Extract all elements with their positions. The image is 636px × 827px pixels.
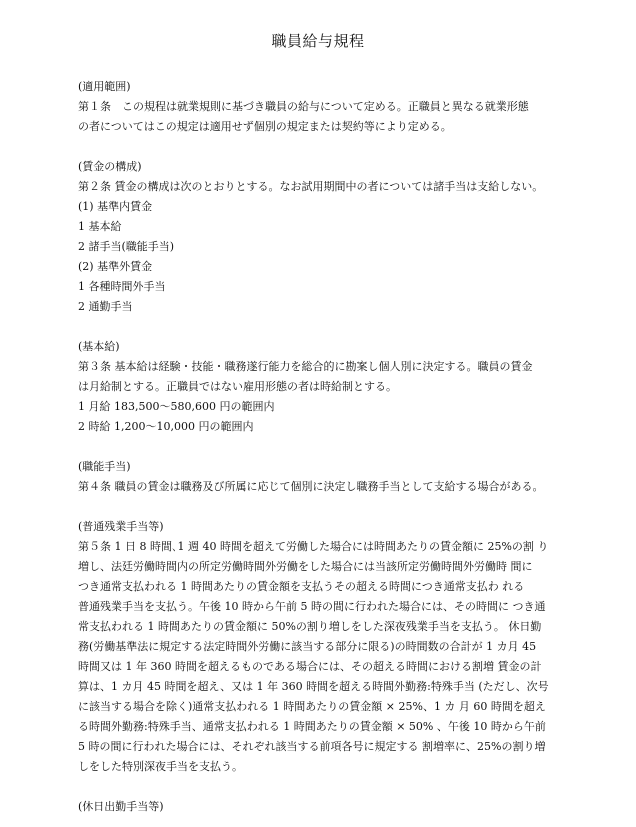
article-line: 務(労働基準法に規定する法定時間外労働に該当する部分に限る)の時間数の合計が 1 カ月 45: [78, 640, 537, 653]
article-line: は月給制とする。正職員ではない雇用形態の者は時給制とする。: [78, 380, 397, 393]
article-line: 第４条 職員の賃金は職務及び所属に応じて個別に決定し職務手当として支給する場合がある。: [78, 480, 544, 493]
section-gap: [78, 437, 578, 457]
section-gap: [78, 777, 578, 797]
article-line: しをした特別深夜手当を支払う。: [78, 760, 243, 773]
article-line: 2 通勤手当: [78, 300, 133, 313]
section-gap: [78, 137, 578, 157]
section-heading: (適用範囲): [78, 80, 131, 93]
section-heading: (賃金の構成): [78, 160, 142, 173]
article-line: に該当する場合を除く)通常支払われる 1 時間あたりの賃金額 × 25%、1 カ 月 60 時間を超え: [78, 700, 546, 713]
section-gap: [78, 317, 578, 337]
article-line: 1 月給 183,500～580,600 円の範囲内: [78, 400, 275, 413]
article-line: 第３条 基本給は経験・技能・職務遂行能力を総合的に勘案し個人別に決定する。職員の賃金: [78, 360, 533, 373]
document-title: 職員給与規程: [271, 32, 365, 50]
article-line: 算は、1 カ月 45 時間を超え、又は 1 年 360 時間を超える時間外勤務:特殊手当 (ただし、次号: [78, 680, 549, 693]
article-line: 増し、法廷労働時間内の所定労働時間外労働をした場合には当該所定労働時間外労働時 間に: [78, 560, 533, 573]
section-heading: (休日出勤手当等): [78, 800, 164, 813]
article-line: る時間外勤務:特殊手当、通常支払われる 1 時間あたりの賃金額 × 50% 、午後 10 時から午前: [78, 720, 546, 733]
article-line: 1 基本給: [78, 220, 122, 233]
article-line: (2) 基準外賃金: [78, 260, 153, 273]
article-line: 第１条 この規程は就業規則に基づき職員の給与について定める。正職員と異なる就業形態: [78, 100, 529, 113]
article-line: 1 各種時間外手当: [78, 280, 166, 293]
article-line: 普通残業手当を支払う。午後 10 時から午前 5 時の間に行われた場合には、その時間に つき通: [78, 600, 546, 613]
article-line: 2 時給 1,200～10,000 円の範囲内: [78, 420, 254, 433]
article-line: 常支払われる 1 時間あたりの賃金額に 50%の割り増しをした深夜残業手当を支払う。 休日勤: [78, 620, 542, 633]
article-line: (1) 基準内賃金: [78, 200, 153, 213]
article-line: 第５条 1 日 8 時間､1 週 40 時間を超えて労働した場合には時間あたりの賃金額に 25%の割 り: [78, 540, 549, 553]
section-heading: (基本給): [78, 340, 120, 353]
article-line: 5 時の間に行われた場合には、それぞれ該当する前項各号に規定する 割増率に、25%の割り増: [78, 740, 546, 753]
article-line: の者についてはこの規定は適用せず個別の規定または契約等により定める。: [78, 120, 452, 133]
article-line: 2 諸手当(職能手当): [78, 240, 175, 253]
article-line: 第２条 賃金の構成は次のとおりとする。なお試用期間中の者については諸手当は支給しない。: [78, 180, 544, 193]
section-heading: (職能手当): [78, 460, 131, 473]
section-gap: [78, 497, 578, 517]
article-line: つき通常支払われる 1 時間あたりの賃金額を支払うその超える時間につき通常支払わ れる: [78, 580, 525, 593]
section-heading: (普通残業手当等): [78, 520, 164, 533]
document-body: [78, 77, 578, 817]
article-line: 時間又は 1 年 360 時間を超えるものである場合には、その超える時間における割増 賃金の計: [78, 660, 542, 673]
